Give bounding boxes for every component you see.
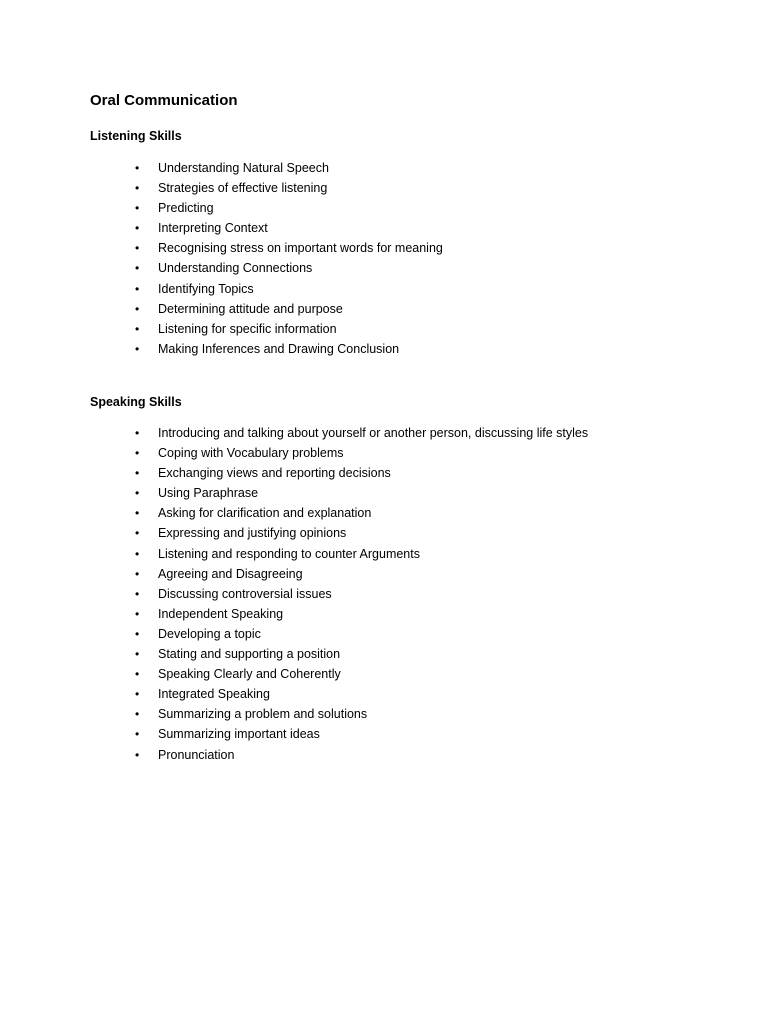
list-item-text: Listening for specific information — [158, 321, 337, 336]
list-item-text: Expressing and justifying opinions — [158, 526, 347, 541]
listening-skills-heading: Listening Skills — [90, 129, 182, 143]
bullet-icon: • — [135, 506, 140, 521]
list-item-text: Stating and supporting a position — [158, 647, 341, 662]
list-item-text: Coping with Vocabulary problems — [158, 446, 344, 461]
bullet-icon: • — [135, 566, 140, 581]
list-item-text: Determining attitude and purpose — [158, 301, 343, 316]
list-item-text: Introducing and talking about yourself or another person, discussing life styles — [158, 426, 589, 440]
list-item-text: Exchanging views and reporting decisions — [158, 466, 391, 481]
bullet-icon: • — [135, 727, 140, 742]
list-item-text: Identifying Topics — [158, 281, 254, 296]
bullet-icon: • — [135, 687, 140, 702]
list-item-text: Asking for clarification and explanation — [158, 506, 372, 521]
bullet-icon: • — [135, 221, 140, 236]
bullet-icon: • — [135, 341, 140, 356]
bullet-icon: • — [135, 486, 140, 501]
list-item-text: Interpreting Context — [158, 221, 268, 236]
bullet-icon: • — [135, 426, 140, 440]
bullet-icon: • — [135, 626, 140, 641]
bullet-icon: • — [135, 321, 140, 336]
list-item-text: Using Paraphrase — [158, 486, 259, 501]
list-item-text: Independent Speaking — [158, 606, 284, 621]
list-item-text: Pronunciation — [158, 747, 235, 762]
bullet-icon: • — [135, 707, 140, 722]
bullet-icon: • — [135, 181, 140, 196]
list-item-text: Strategies of effective listening — [158, 181, 328, 196]
bullet-icon: • — [135, 301, 140, 316]
bullet-icon: • — [135, 241, 140, 256]
list-item-text: Summarizing a problem and solutions — [158, 707, 368, 722]
list-item-text: Predicting — [158, 201, 214, 216]
bullet-icon: • — [135, 526, 140, 541]
bullet-icon: • — [135, 647, 140, 662]
list-item-text: Listening and responding to counter Arguments — [158, 546, 420, 561]
page-title: Oral Communication — [90, 92, 238, 109]
bullet-icon: • — [135, 586, 140, 601]
list-item-text: Developing a topic — [158, 626, 261, 641]
bullet-icon: • — [135, 446, 140, 461]
list-item-text: Understanding Natural Speech — [158, 161, 329, 175]
bullet-icon: • — [135, 201, 140, 216]
bullet-icon: • — [135, 667, 140, 682]
list-item-text: Speaking Clearly and Coherently — [158, 667, 341, 682]
speaking-skills-heading: Speaking Skills — [90, 395, 182, 409]
bullet-icon: • — [135, 606, 140, 621]
bullet-icon: • — [135, 161, 140, 175]
list-item-text: Agreeing and Disagreeing — [158, 566, 303, 581]
bullet-icon: • — [135, 546, 140, 561]
bullet-icon: • — [135, 261, 140, 276]
bullet-icon: • — [135, 281, 140, 296]
list-item-text: Recognising stress on important words for meaning — [158, 241, 443, 256]
list-item-text: Integrated Speaking — [158, 687, 270, 702]
list-item-text: Summarizing important ideas — [158, 727, 320, 742]
bullet-icon: • — [135, 466, 140, 481]
bullet-icon: • — [135, 747, 140, 762]
list-item-text: Understanding Connections — [158, 261, 313, 276]
list-item-text: Making Inferences and Drawing Conclusion — [158, 341, 400, 356]
list-item-text: Discussing controversial issues — [158, 586, 332, 601]
